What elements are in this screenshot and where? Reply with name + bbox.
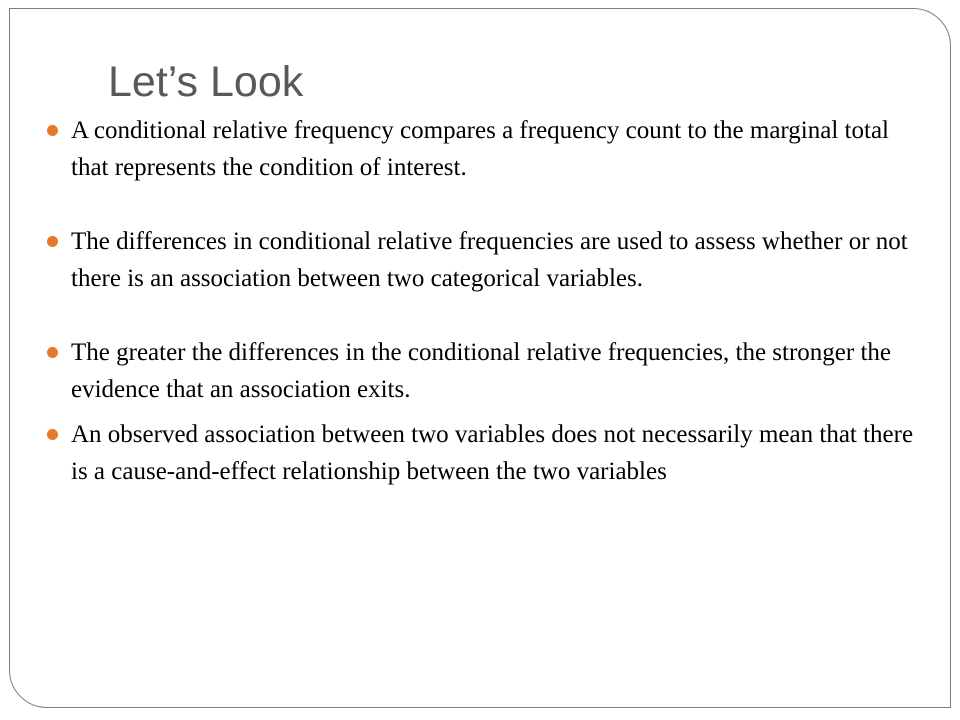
bullet-text: The greater the differences in the conditional relative frequencies, the stronger the evidence that an association exits. xyxy=(71,339,892,403)
bullet-text: An observed association between two variables does not necessarily mean that there is a cause-and-effect relationship between the two variables xyxy=(71,421,914,485)
bullet-icon xyxy=(47,125,58,136)
bullet-text: A conditional relative frequency compares a frequency count to the marginal total that represents the condition of interest. xyxy=(71,117,889,181)
bullet-item xyxy=(46,416,916,490)
bullet-item xyxy=(46,223,916,297)
bullet-icon xyxy=(47,347,58,358)
bullet-item xyxy=(46,112,916,186)
bullet-list xyxy=(46,112,916,490)
slide-title: Let’s Look xyxy=(108,58,304,106)
bullet-item xyxy=(46,334,916,408)
bullet-icon xyxy=(47,236,58,247)
bullet-icon xyxy=(47,429,58,440)
bullet-text: The differences in conditional relative frequencies are used to assess whether or not there is an association between two categorical variables. xyxy=(71,228,908,292)
